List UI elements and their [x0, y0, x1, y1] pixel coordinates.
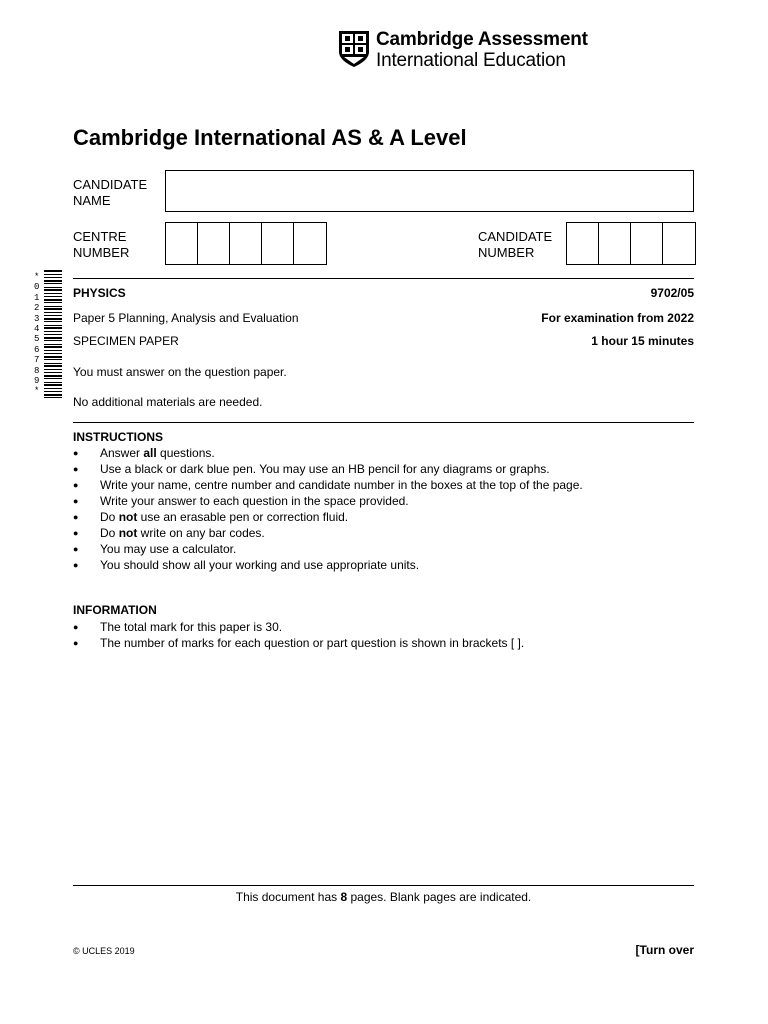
barcode-bar [44, 306, 62, 307]
qualification-title: Cambridge International AS & A Level [73, 125, 467, 150]
centre-number-cell[interactable] [262, 223, 294, 264]
barcode-bar [44, 293, 62, 294]
barcode-bar [44, 283, 62, 284]
centre-number-cell[interactable] [230, 223, 262, 264]
logo-line-2: International Education [376, 50, 566, 71]
barcode-bar [44, 334, 62, 335]
centre-number-cell[interactable] [198, 223, 230, 264]
turn-over: [Turn over [635, 943, 694, 957]
subject: PHYSICS [73, 286, 126, 300]
divider [73, 885, 694, 886]
divider [73, 278, 694, 279]
barcode-bar [44, 331, 62, 332]
logo-line-1: Cambridge Assessment [376, 29, 588, 50]
barcode-bar [44, 369, 62, 370]
barcode-bar [44, 308, 62, 310]
instruction-item: ● Write your answer to each question in the space provided. [73, 493, 694, 509]
barcode-bar [44, 365, 62, 367]
barcode-bar [44, 384, 62, 386]
barcode-bar [44, 277, 62, 278]
candidate-number-field[interactable] [566, 222, 696, 265]
barcode-bar [44, 382, 62, 383]
materials-note: No additional materials are needed. [73, 395, 263, 409]
paper-type: SPECIMEN PAPER [73, 334, 179, 348]
page-count-note: This document has 8 pages. Blank pages are indicated. [235, 890, 532, 904]
barcode-bar [44, 315, 62, 316]
barcode-bar [44, 337, 62, 339]
exam-from: For examination from 2022 [541, 311, 694, 325]
duration: 1 hour 15 minutes [591, 334, 694, 348]
candidate-number-cell[interactable] [663, 223, 695, 264]
barcode-bar [44, 375, 62, 377]
barcode-bar [44, 274, 62, 275]
information-item: ● The number of marks for each question or part question is shown in brackets [ ]. [73, 635, 694, 651]
cambridge-logo [338, 30, 588, 70]
barcode-bar [44, 372, 62, 373]
barcode-bar [44, 394, 62, 396]
candidate-number-cell[interactable] [567, 223, 599, 264]
instruction-item: ● Use a black or dark blue pen. You may use an HB pencil for any diagrams or graphs. [73, 461, 694, 477]
information-heading: INFORMATION [73, 603, 157, 617]
barcode-bar [44, 359, 62, 360]
barcode-bar [44, 350, 62, 351]
barcode-bar [44, 280, 62, 282]
centre-number-label: CENTRE NUMBER [73, 229, 130, 260]
instruction-item: ● Do not use an erasable pen or correction fluid. [73, 509, 694, 525]
instruction-item: ● Write your name, centre number and candidate number in the boxes at the top of the page. [73, 477, 694, 493]
candidate-number-label: CANDIDATE NUMBER [478, 229, 553, 260]
barcode-bar [44, 388, 62, 389]
barcode-bar [44, 353, 62, 354]
barcode-bar [44, 356, 62, 358]
barcode-bar [44, 299, 62, 301]
barcode-bar [44, 378, 62, 379]
barcode-bar [44, 321, 62, 322]
barcode-bar [44, 296, 62, 297]
paper-code: 9702/05 [650, 286, 694, 300]
barcode-bar [44, 391, 62, 392]
barcode-bar [44, 287, 62, 288]
barcode-bar [44, 363, 62, 364]
barcode-bar [44, 397, 62, 398]
barcode-bar [44, 302, 62, 303]
information-item: ● The total mark for this paper is 30. [73, 619, 694, 635]
divider [73, 422, 694, 423]
answer-note: You must answer on the question paper. [73, 365, 287, 379]
candidate-name-label: CANDIDATE NAME [73, 177, 148, 208]
candidate-number-cell[interactable] [599, 223, 631, 264]
instruction-item: ● Answer all questions. [73, 445, 694, 461]
barcode-bar [44, 340, 62, 341]
barcode-number: *0123456789* [34, 272, 40, 397]
centre-number-field[interactable] [165, 222, 327, 265]
centre-number-cell[interactable] [294, 223, 326, 264]
barcode-bar [44, 318, 62, 320]
barcode-bar [44, 344, 62, 345]
candidate-name-field[interactable] [165, 170, 694, 212]
barcode-bar [44, 270, 62, 272]
information-list [73, 619, 694, 651]
paper-title: Paper 5 Planning, Analysis and Evaluation [73, 311, 299, 325]
candidate-number-cell[interactable] [631, 223, 663, 264]
crest-icon [338, 30, 370, 68]
instruction-item: ● You should show all your working and use appropriate units. [73, 557, 694, 573]
barcode-bar [44, 325, 62, 326]
centre-number-cell[interactable] [166, 223, 198, 264]
instruction-item: ● Do not write on any bar codes. [73, 525, 694, 541]
barcode-bar [44, 327, 62, 329]
barcode-bar [44, 312, 62, 313]
barcode-bar [44, 289, 62, 291]
instruction-item: ● You may use a calculator. [73, 541, 694, 557]
copyright: © UCLES 2019 [73, 946, 135, 956]
barcode-bar [44, 346, 62, 348]
instructions-list [73, 445, 694, 573]
instructions-heading: INSTRUCTIONS [73, 430, 163, 444]
